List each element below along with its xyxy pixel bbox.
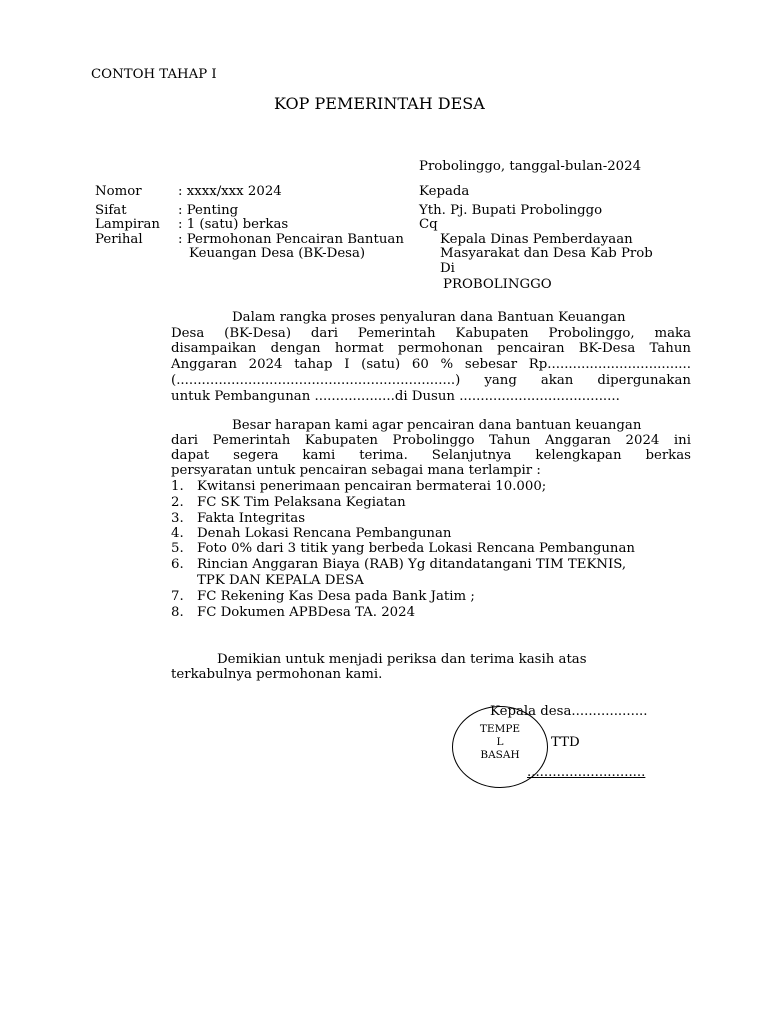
para1-line: untuk Pembangunan ...................di Dusun ...................................... — [171, 389, 620, 404]
nomor-value: : xxxx/xxx 2024 — [178, 184, 282, 199]
para2-line: dari Pemerintah Kabupaten Probolinggo Tahun Anggaran 2024 ini — [171, 433, 691, 448]
recipient-kepada: Kepada — [419, 184, 470, 199]
para2-line: Besar harapan kami agar pencairan dana bantuan keuangan — [232, 418, 642, 433]
list-item-number: 1. — [171, 479, 184, 494]
recipient-line-1: Kepala Dinas Pemberdayaan — [440, 232, 633, 247]
example-stage-label: CONTOH TAHAP I — [91, 67, 217, 82]
list-item-number: 5. — [171, 541, 184, 556]
list-item-continuation: TPK DAN KEPALA DESA — [197, 573, 364, 588]
list-item: Rincian Anggaran Biaya (RAB) Yg ditandatangani TIM TEKNIS, — [197, 557, 627, 572]
list-item-number: 2. — [171, 495, 184, 510]
para1-line: (..................................................................) yang akan dipergunakan — [171, 373, 691, 388]
nomor-label: Nomor — [95, 184, 142, 199]
list-item: Fakta Integritas — [197, 511, 306, 526]
stamp-text: TEMPE — [479, 723, 521, 735]
list-item-number: 7. — [171, 589, 184, 604]
perihal-value-1: : Permohonan Pencairan Bantuan — [178, 232, 404, 247]
list-item: FC Rekening Kas Desa pada Bank Jatim ; — [197, 589, 475, 604]
list-item: Foto 0% dari 3 titik yang berbeda Lokasi Rencana Pembangunan — [197, 541, 635, 556]
list-item-number: 4. — [171, 526, 184, 541]
perihal-label: Perihal — [95, 232, 143, 247]
para1-line: Desa (BK-Desa) dari Pemerintah Kabupaten Probolinggo, maka — [171, 326, 691, 341]
lampiran-value: : 1 (satu) berkas — [178, 217, 289, 232]
list-item: FC Dokumen APBDesa TA. 2024 — [197, 605, 416, 620]
lampiran-label: Lampiran — [95, 217, 160, 232]
recipient-cq: Cq — [419, 217, 438, 232]
list-item: Kwitansi penerimaan pencairan bermaterai 10.000; — [197, 479, 547, 494]
para1-line: Anggaran 2024 tahap I (satu) 60 % sebesar Rp.................................. — [171, 357, 691, 372]
perihal-value-2: Keuangan Desa (BK-Desa) — [189, 246, 366, 261]
para2-line: dapat segera kami terima. Selanjutnya kelengkapan berkas — [171, 448, 691, 463]
closing-line: Demikian untuk menjadi periksa dan terima kasih atas — [217, 652, 587, 667]
signature-ttd: TTD — [551, 735, 580, 750]
recipient-di: Di — [440, 261, 455, 276]
signature-title: Kepala desa.................. — [490, 704, 648, 719]
letterhead-title: KOP PEMERINTAH DESA — [274, 94, 485, 113]
recipient-city: PROBOLINGGO — [443, 277, 552, 292]
stamp-text: BASAH — [480, 749, 520, 761]
closing-line: terkabulnya permohonan kami. — [171, 667, 383, 682]
place-date: Probolinggo, tanggal-bulan-2024 — [419, 159, 642, 174]
para2-line: persyaratan untuk pencairan sebagai mana terlampir : — [171, 463, 541, 478]
stamp-text: L — [496, 736, 504, 748]
list-item-number: 8. — [171, 605, 184, 620]
list-item-number: 6. — [171, 557, 184, 572]
para1-line: Dalam rangka proses penyaluran dana Bantuan Keuangan — [232, 310, 626, 325]
sifat-value: : Penting — [178, 203, 239, 218]
list-item-number: 3. — [171, 511, 184, 526]
para1-line: disampaikan dengan hormat permohonan pencairan BK-Desa Tahun — [171, 341, 691, 356]
signature-name-line: ............................ — [527, 765, 646, 780]
recipient-line-2: Masyarakat dan Desa Kab Prob — [440, 246, 653, 261]
list-item: FC SK Tim Pelaksana Kegiatan — [197, 495, 406, 510]
sifat-label: Sifat — [95, 203, 127, 218]
list-item: Denah Lokasi Rencana Pembangunan — [197, 526, 452, 541]
recipient-yth: Yth. Pj. Bupati Probolinggo — [419, 203, 603, 218]
